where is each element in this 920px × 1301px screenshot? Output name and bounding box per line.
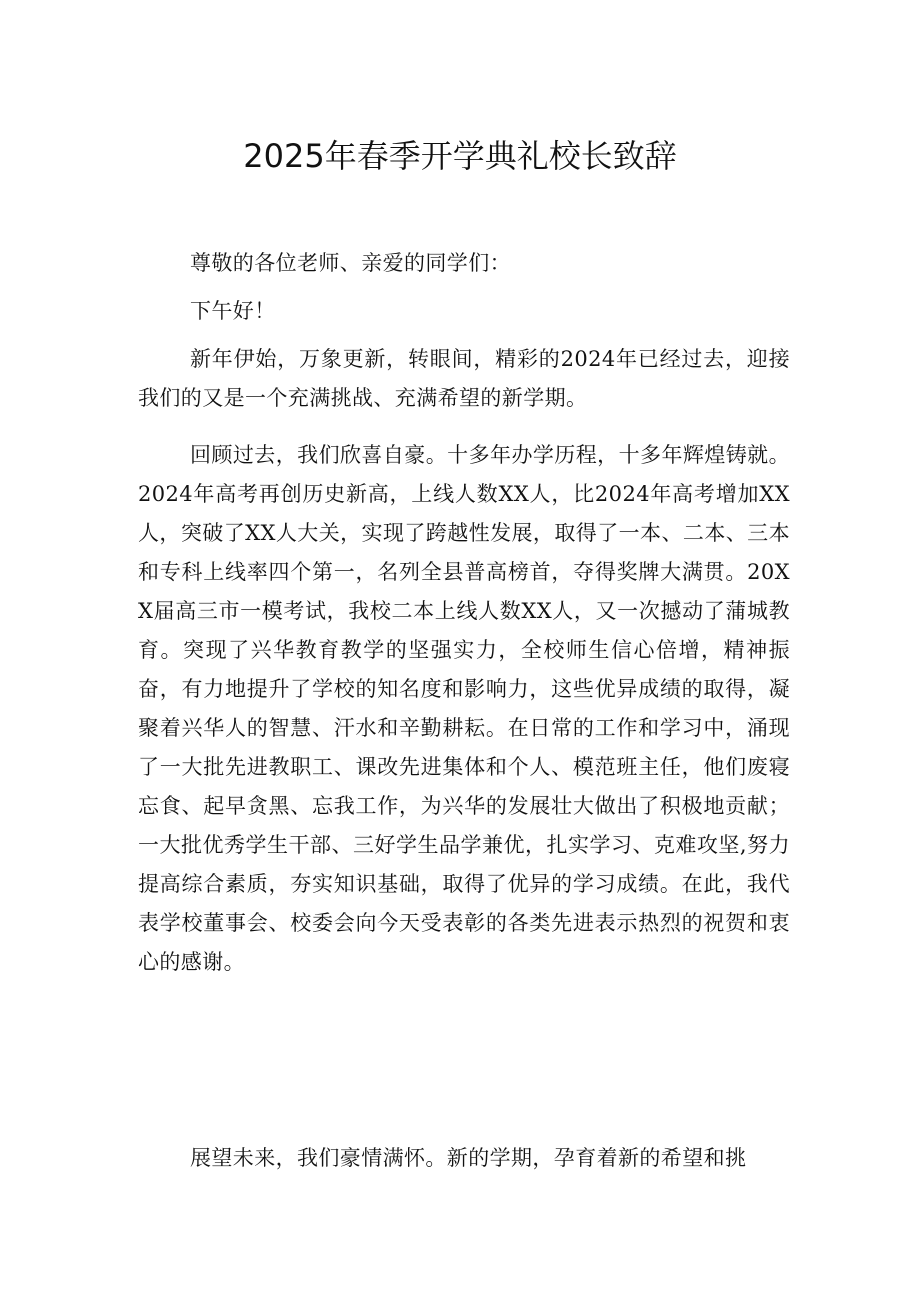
paragraph-intro: 新年伊始，万象更新，转眼间，精彩的2024年已经过去，迎接我们的又是一个充满挑战、充满希望的新学期。 <box>138 347 790 410</box>
paragraph-hello: 下午好！ <box>190 299 276 323</box>
paragraph-review: 回顾过去，我们欣喜自豪。十多年办学历程，十多年辉煌铸就。2024年高考再创历史新高，上线人数XX人，比2024年高考增加XX人，突破了XX人大关，实现了跨越性发展，取得了一本、二本、三本和专科上线率四个第一，名列全县普高榜首，夺得奖牌大满贯。20XX届高三市一模考试，我校二本上线人数XX人，又一次撼动了蒲城教育。突现了兴华教育教学的坚强实力，全校师生信心倍增，精神振奋，有力地提升了学校的知名度和影响力，这些优异成绩的取得，凝聚着兴华人的智慧、汗水和辛勤耕耘。在日常的工作和学习中，涌现了一大批先进教职工、课改先进集体和个人、模范班主任，他们废寝忘食、起早贪黑、忘我工作，为兴华的发展壮大做出了积极地贡献；一大批优秀学生干部、三好学生品学兼优，扎实学习、克难攻坚,努力提高综合素质，夯实知识基础，取得了优异的学习成绩。在此，我代表学校董事会、校委会向今天受表彰的各类先进表示热烈的祝贺和衷心的感谢。 <box>138 443 790 974</box>
paragraph-greeting: 尊敬的各位老师、亲爱的同学们： <box>190 251 511 275</box>
document-title: 2025年春季开学典礼校长致辞 <box>243 137 677 175</box>
paragraph-future: 展望未来，我们豪情满怀。新的学期，孕育着新的希望和挑 <box>190 1146 747 1170</box>
